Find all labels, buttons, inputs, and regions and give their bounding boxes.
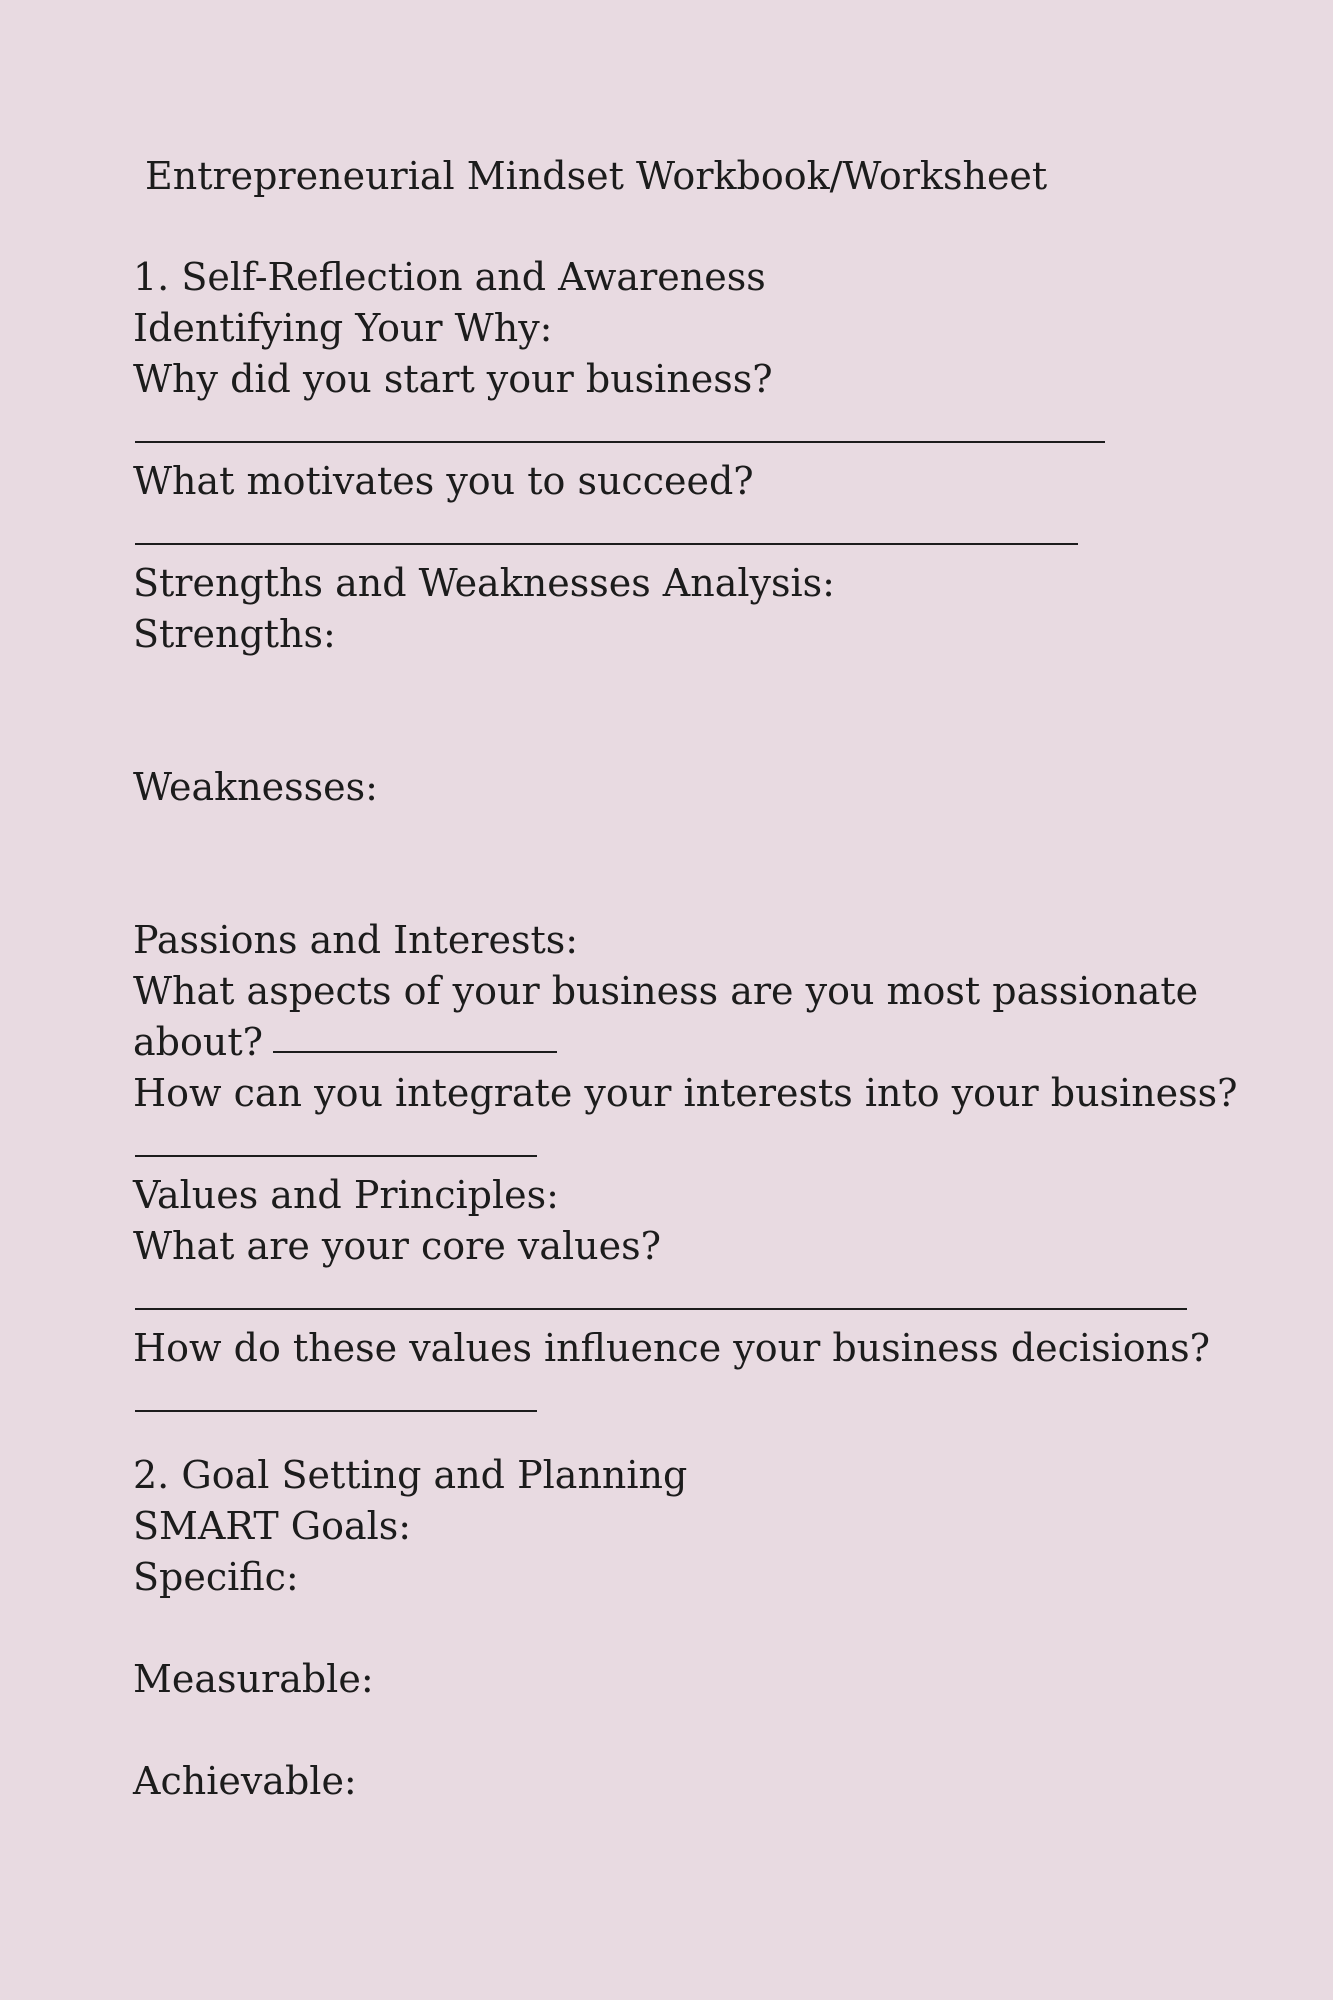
passions-heading: Passions and Interests: — [133, 918, 579, 962]
worksheet-body — [133, 252, 1238, 1807]
worksheet-title: Entrepreneurial Mindset Workbook/Worksheet — [145, 154, 1048, 198]
strengths-space-2[interactable] — [133, 711, 1238, 762]
answer-line-motivates[interactable] — [133, 507, 1238, 558]
question-influence: How do these values influence your business decisions? — [133, 1326, 1210, 1370]
answer-line-influence[interactable] — [133, 1374, 1238, 1425]
weaknesses-space-1[interactable] — [133, 813, 1238, 864]
values-heading: Values and Principles: — [133, 1173, 559, 1217]
question-why-start: Why did you start your business? — [133, 357, 773, 401]
strengths-weaknesses-heading: Strengths and Weaknesses Analysis: — [133, 561, 835, 605]
specific-label: Specific: — [133, 1555, 299, 1599]
answer-line-why-start[interactable] — [133, 405, 1238, 456]
question-passionate-line-1: What aspects of your business are you most passionate — [133, 969, 1199, 1013]
answer-line-integrate[interactable] — [133, 1119, 1238, 1170]
section-2-heading: 2. Goal Setting and Planning — [133, 1453, 688, 1497]
answer-line-core-values[interactable] — [133, 1272, 1238, 1323]
strengths-label: Strengths: — [133, 612, 336, 656]
question-integrate: How can you integrate your interests into your business? — [133, 1071, 1238, 1115]
question-passionate-line-2: about? — [133, 1017, 1238, 1068]
section-1-heading: 1. Self-Reflection and Awareness — [133, 255, 766, 299]
smart-goals-label: SMART Goals: — [133, 1504, 412, 1548]
section-gap — [133, 1425, 1238, 1450]
question-motivates: What motivates you to succeed? — [133, 459, 754, 503]
measurable-label: Measurable: — [133, 1657, 374, 1701]
question-core-values: What are your core values? — [133, 1224, 661, 1268]
answer-line-passionate[interactable] — [273, 1051, 557, 1053]
measurable-space[interactable] — [133, 1705, 1238, 1756]
weaknesses-label: Weaknesses: — [133, 765, 378, 809]
specific-space[interactable] — [133, 1603, 1238, 1654]
strengths-space-1[interactable] — [133, 660, 1238, 711]
weaknesses-space-2[interactable] — [133, 864, 1238, 915]
achievable-label: Achievable: — [133, 1759, 357, 1803]
identifying-why-label: Identifying Your Why: — [133, 306, 553, 350]
